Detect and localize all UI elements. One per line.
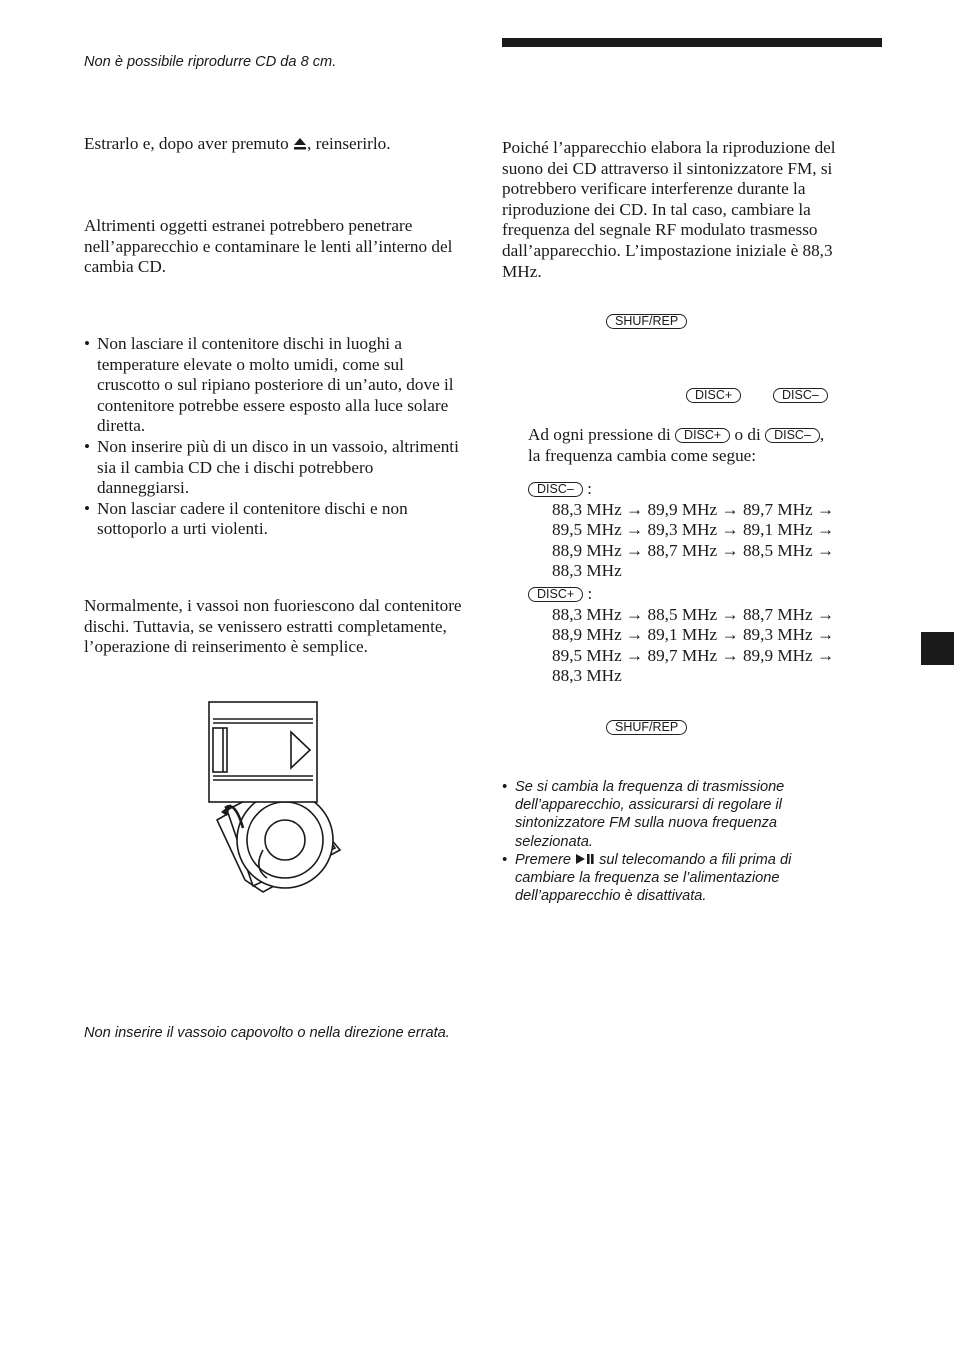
section-header-bar — [502, 38, 882, 47]
page-tab-marker — [921, 632, 954, 665]
play-pause-icon — [575, 853, 595, 865]
freq-line: 88,3 MHz → 89,9 MHz → 89,7 MHz → — [552, 499, 835, 519]
frequency-list-plus: DISC+ : 88,3 MHz → 88,5 MHz → 88,7 MHz → 88,9 MHz → 89,1 MHz → 89,3 MHz → 89,5 MHz → 89,7 MHz → 89,9 MHz → 88,3 MHz — [528, 584, 888, 687]
list-item: • Non inserire più di un disco in un vassoio, altrimenti sia il cambia CD che i dischi potrebbero danneggiarsi. — [84, 437, 466, 499]
disc-plus-button: DISC+ — [528, 587, 583, 602]
shuf-rep-button: SHUF/REP — [606, 720, 687, 735]
freq-line: 88,3 MHz — [552, 561, 622, 581]
disc-minus-button: DISC– — [765, 428, 820, 443]
paragraph-foreign-objects: Altrimenti oggetti estranei potrebbero penetrare nell’apparecchio e contaminare le lenti all’interno del cambia CD. — [84, 216, 453, 277]
paragraph-trays: Normalmente, i vassoi non fuoriescono dal contenitore dischi. Tuttavia, se venissero estratti completamente, l’operazione di reinserimento è semplice. — [84, 596, 462, 657]
frequency-list-minus: DISC– : 88,3 MHz → 89,9 MHz → 89,7 MHz → 89,5 MHz → 89,3 MHz → 89,1 MHz → 88,9 MHz → 88,7 MHz → 88,5 MHz → 88,3 MHz — [528, 479, 888, 582]
freq-line: 89,5 MHz → 89,7 MHz → 89,9 MHz → — [552, 645, 835, 665]
paragraph-intro: Poiché l’apparecchio elabora la riproduzione del suono dei CD attraverso il sintonizzatore FM, si potrebbero verificare interferenze durante la riproduzione dei CD. In tal caso, cambiare la frequenza del segnale RF modulato trasmesso dall’apparecchio. L’impostazione iniziale è 88,3 MHz. — [502, 138, 836, 281]
tray-insertion-illustration — [205, 700, 350, 895]
freq-line: 89,5 MHz → 89,3 MHz → 89,1 MHz → — [552, 520, 835, 540]
list-item: • Premere sul telecomando a fili prima di cambiare la frequenza se l’alimentazione dell’apparecchio è disattivata. — [502, 851, 852, 906]
paragraph-press: Ad ogni pressione di DISC+ o di DISC– , la frequenza cambia come segue: — [528, 425, 825, 465]
note-tray-orientation: Non inserire il vassoio capovolto o nella direzione errata. — [84, 1025, 450, 1041]
list-item: • Non lasciar cadere il contenitore dischi e non sottoporlo a urti violenti. — [84, 499, 466, 540]
freq-line: 88,3 MHz — [552, 666, 622, 686]
freq-line: 88,9 MHz → 88,7 MHz → 88,5 MHz → — [552, 540, 835, 560]
shuf-rep-button: SHUF/REP — [606, 314, 687, 329]
list-item: • Non lasciare il contenitore dischi in luoghi a temperature elevate o molto umidi, come sul cruscotto o sul ripiano posteriore di un’auto, dove il contenitore potrebbe essere esposto alla luce solare diretta. — [84, 334, 466, 437]
precautions-list — [84, 334, 466, 540]
list-item: • Se si cambia la frequenza di trasmissione dell’apparecchio, assicurarsi di regolare il sintonizzatore FM sulla nuova frequenza selezionata. — [502, 778, 852, 851]
paragraph-remove-disc: Estrarlo e, dopo aver premuto , reinserirlo. — [84, 134, 391, 153]
disc-plus-button: DISC+ — [686, 388, 741, 403]
notes-list — [502, 778, 852, 905]
freq-line: 88,9 MHz → 89,1 MHz → 89,3 MHz → — [552, 625, 835, 645]
eject-icon — [293, 137, 307, 150]
note-8cm-cd: Non è possibile riprodurre CD da 8 cm. — [84, 54, 337, 70]
freq-line: 88,3 MHz → 88,5 MHz → 88,7 MHz → — [552, 604, 835, 624]
disc-plus-button: DISC+ — [675, 428, 730, 443]
disc-minus-button: DISC– — [528, 482, 583, 497]
disc-minus-button: DISC– — [773, 388, 828, 403]
